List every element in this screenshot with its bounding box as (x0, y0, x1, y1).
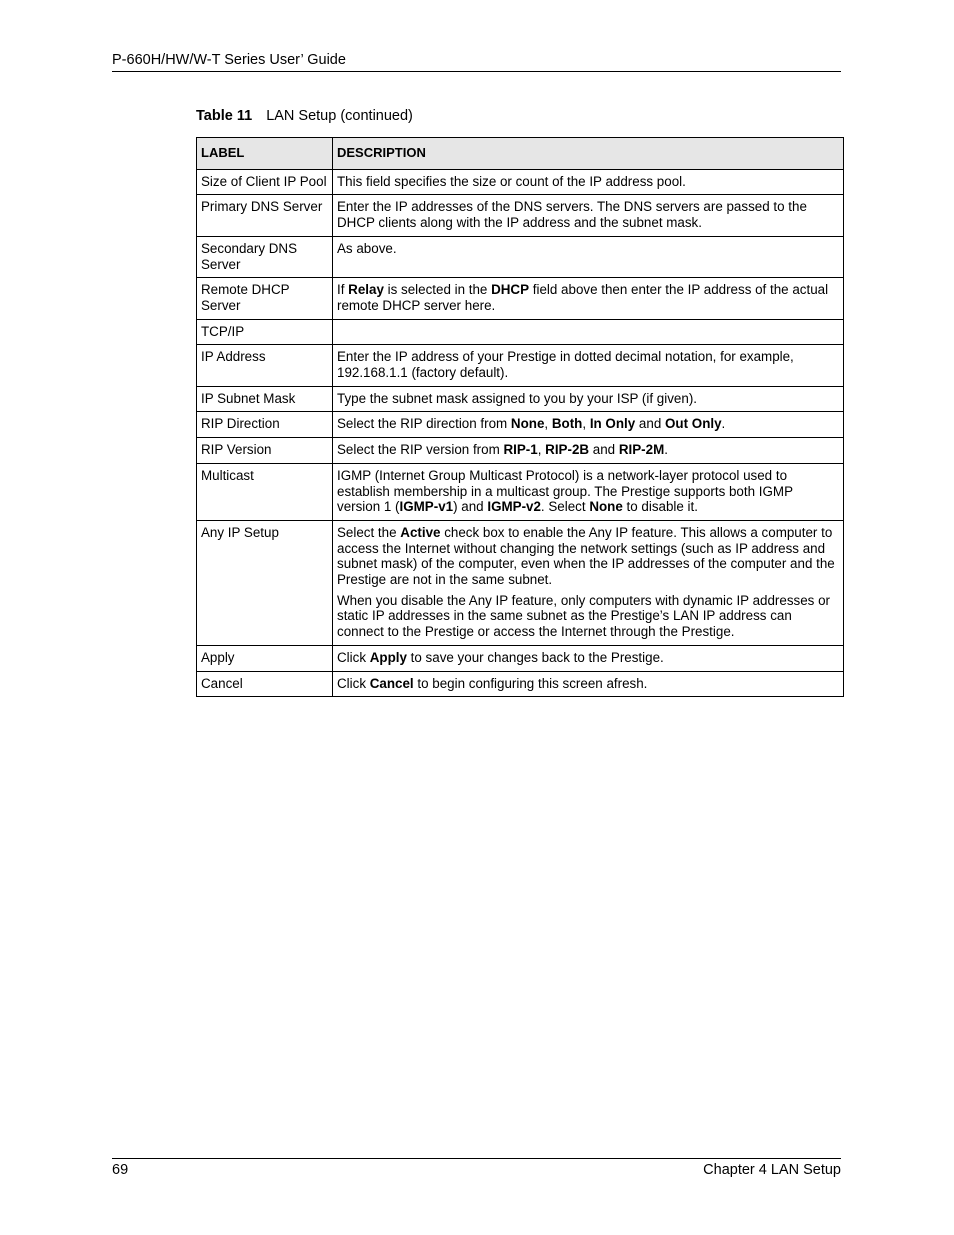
page-number: 69 (112, 1162, 129, 1178)
bold-term: RIP-1 (503, 442, 538, 458)
description-text: to save your changes back to the Prestige. (406, 649, 664, 665)
table-row (197, 345, 844, 386)
row-description (333, 278, 844, 319)
bold-term: DHCP (491, 282, 530, 298)
row-label: TCP/IP (197, 319, 333, 345)
row-description (333, 671, 844, 697)
description-paragraph: When you disable the Any IP feature, only computers with dynamic IP addresses or static IP addresses in the same subnet as the Prestige’s LAN IP address can connect to the Prestige or access the Internet through the Prestige. (337, 592, 830, 640)
description-text: check box to enable the Any IP feature. This allows a computer to access the Internet without changing the network settings (such as IP address and subnet mask) of the computer, even when the IP addresses of the computer and the Prestige are not in the same subnet. (337, 524, 835, 588)
bold-term: None (510, 416, 545, 432)
row-description (333, 438, 844, 464)
table-body (197, 169, 844, 697)
description-text: , (582, 416, 590, 432)
description-text: . (721, 416, 726, 432)
table-row (197, 386, 844, 412)
row-description (333, 463, 844, 520)
table-caption-number: Table 11 (196, 108, 253, 124)
table-row (197, 195, 844, 236)
table-row (197, 520, 844, 645)
header-divider (112, 71, 841, 72)
row-label: Cancel (197, 671, 333, 697)
description-text: Click (337, 649, 370, 665)
bold-term: Relay (348, 282, 384, 298)
description-text: and (589, 442, 619, 458)
row-label: Multicast (197, 463, 333, 520)
description-text: . Select (540, 499, 590, 515)
description-text: IGMP (Internet Group Multicast Protocol) is a network-layer protocol used to establish membership in a multicast group. The Prestige supports both IGMP version 1 ( (337, 467, 793, 515)
description-text: Select the RIP version from (337, 442, 504, 458)
row-description: Enter the IP address of your Prestige in dotted decimal notation, for example, 192.168.1.1 (factory default). (333, 345, 844, 386)
description-text: . (664, 442, 668, 458)
description-text: and (635, 416, 665, 432)
table-row (197, 671, 844, 697)
column-header-label: LABEL (197, 138, 333, 170)
table-row (197, 645, 844, 671)
row-label: IP Address (197, 345, 333, 386)
row-label: Any IP Setup (197, 520, 333, 645)
description-text: ) and (453, 499, 488, 515)
description-text: field above then enter the IP address of the actual remote DHCP server here. (337, 282, 829, 313)
row-description: As above. (333, 236, 844, 277)
bold-term: RIP-2B (545, 442, 590, 458)
table-row (197, 169, 844, 195)
description-text: Click (337, 675, 370, 691)
table-row (197, 438, 844, 464)
row-label: RIP Version (197, 438, 333, 464)
description-text: , (544, 416, 552, 432)
table-row (197, 236, 844, 277)
row-description: Enter the IP addresses of the DNS servers. The DNS servers are passed to the DHCP clients along with the IP address and the subnet mask. (333, 195, 844, 236)
footer-divider (112, 1158, 841, 1159)
column-header-description: DESCRIPTION (333, 138, 844, 170)
description-text: , (537, 442, 546, 458)
table-header-row (197, 138, 844, 170)
row-label: Apply (197, 645, 333, 671)
table-row (197, 319, 844, 345)
row-description (333, 319, 844, 345)
row-description (333, 645, 844, 671)
row-label: Remote DHCP Server (197, 278, 333, 319)
table-row (197, 412, 844, 438)
description-text: to begin configuring this screen afresh. (413, 675, 648, 691)
row-description: This field specifies the size or count of the IP address pool. (333, 169, 844, 195)
row-description: Type the subnet mask assigned to you by your ISP (if given). (333, 386, 844, 412)
row-label: IP Subnet Mask (197, 386, 333, 412)
row-description (333, 412, 844, 438)
lan-setup-table (196, 137, 844, 697)
bold-term: Active (400, 524, 441, 540)
bold-term: Out Only (665, 416, 722, 432)
bold-term: In Only (589, 416, 636, 432)
table-row (197, 278, 844, 319)
table-row (197, 463, 844, 520)
row-label: Primary DNS Server (197, 195, 333, 236)
description-text: Select the RIP direction from (337, 416, 511, 432)
row-description (333, 520, 844, 645)
running-header-title: P-660H/HW/W-T Series User’ Guide (112, 52, 346, 68)
table-caption-text: LAN Setup (continued) (266, 108, 413, 124)
bold-term: RIP-2M (618, 442, 665, 458)
description-text: is selected in the (383, 282, 492, 298)
row-label: Size of Client IP Pool (197, 169, 333, 195)
bold-term: IGMP-v2 (487, 499, 541, 515)
chapter-title: Chapter 4 LAN Setup (703, 1162, 841, 1178)
row-label: Secondary DNS Server (197, 236, 333, 277)
bold-term: Both (551, 416, 583, 432)
description-text: If (337, 282, 349, 298)
description-text: to disable it. (622, 499, 698, 515)
bold-term: Cancel (369, 675, 414, 691)
table-caption (196, 108, 413, 124)
bold-term: IGMP-v1 (399, 499, 454, 515)
bold-term: None (589, 499, 623, 515)
bold-term: Apply (369, 649, 407, 665)
row-label: RIP Direction (197, 412, 333, 438)
description-text: Select the (337, 524, 401, 540)
